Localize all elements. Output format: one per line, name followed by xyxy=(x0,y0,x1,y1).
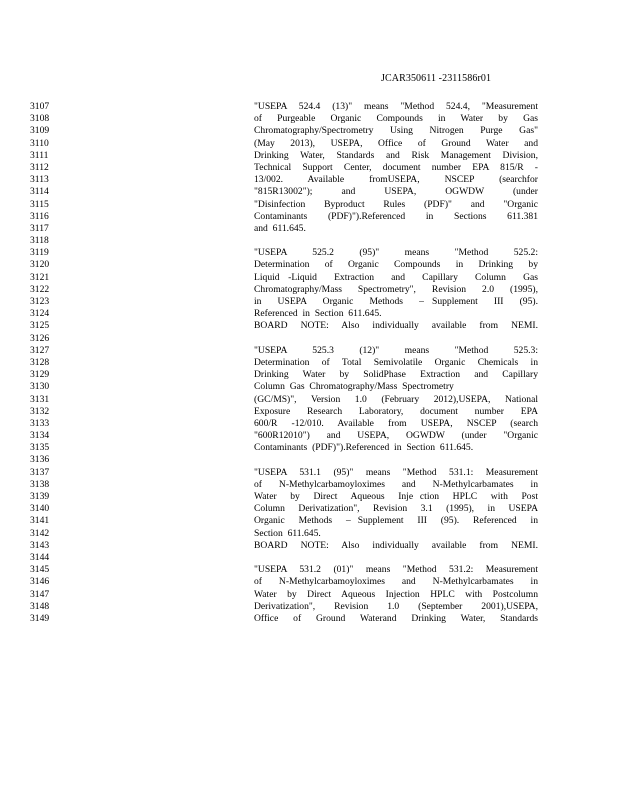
document-body xyxy=(254,101,538,625)
line-number: 3137 xyxy=(30,466,50,478)
text-line: Organic Methods – Supplement III (95). Referenced in xyxy=(254,515,538,527)
text-line: Contaminants (PDF)").Referenced in Section 611.645. xyxy=(254,442,474,454)
text-line: "USEPA 531.1 (95)" means "Method 531.1: Measurement xyxy=(254,466,538,478)
text-line: Column Derivatization", Revision 3.1 (1995), in USEPA xyxy=(254,503,538,515)
text-line: Section 611.645. xyxy=(254,527,321,539)
line-number: 3111 xyxy=(30,149,49,161)
board-note: BOARD NOTE: Also individually available from NEMI. xyxy=(254,539,538,551)
line-number: 3130 xyxy=(30,381,50,393)
text-line: "USEPA 524.4 (13)" means "Method 524.4, "Measurement xyxy=(254,101,538,112)
line-number: 3139 xyxy=(30,491,50,502)
text-line: Technical Support Center, document number EPA 815/R - xyxy=(254,161,538,173)
text-line: Chromatography/Mass Spectrometry", Revision 2.0 (1995), xyxy=(254,283,538,295)
text-line: Drinking Water by SolidPhase Extraction and Capillary xyxy=(254,369,538,381)
line-number: 3146 xyxy=(30,576,50,588)
text-line: Office of Ground Waterand Drinking Water, Standards xyxy=(254,612,538,624)
text-line: Chromatography/Spectrometry Using Nitrogen Purge Gas" xyxy=(254,125,538,137)
line-number: 3149 xyxy=(30,612,50,624)
text-line: Determination of Total Semivolatile Organic Chemicals in xyxy=(254,356,538,368)
text-line: Drinking Water, Standards and Risk Management Division, xyxy=(254,149,538,161)
line-number: 3135 xyxy=(30,442,50,454)
line-number: 3126 xyxy=(30,332,50,344)
line-number-gutter xyxy=(30,101,70,625)
line-number: 3147 xyxy=(30,588,50,600)
text-line: Water by Direct Aqueous Injection HPLC with Postcolumn xyxy=(254,588,538,600)
board-note: BOARD NOTE: Also individually available from NEMI. xyxy=(254,320,538,332)
line-number: 3143 xyxy=(30,539,50,551)
text-line: "USEPA 531.2 (01)" means "Method 531.2: Measurement xyxy=(254,564,538,576)
line-number: 3131 xyxy=(30,393,50,405)
line-number: 3107 xyxy=(30,101,50,112)
line-number: 3124 xyxy=(30,308,50,320)
line-number: 3117 xyxy=(30,222,49,234)
text-line: of Purgeable Organic Compounds in Water by Gas xyxy=(254,113,538,125)
line-number: 3122 xyxy=(30,283,50,295)
line-number: 3136 xyxy=(30,454,50,466)
text-line: Exposure Research Laboratory, document number EPA xyxy=(254,405,538,417)
text-line: "600R12010") and USEPA, OGWDW (under "Organic xyxy=(254,430,538,442)
line-number: 3109 xyxy=(30,125,50,137)
line-number: 3121 xyxy=(30,271,50,283)
line-number: 3115 xyxy=(30,198,49,210)
line-number: 3116 xyxy=(30,210,49,222)
text-line: "Disinfection Byproduct Rules (PDF)" and "Organic xyxy=(254,198,538,210)
line-number: 3108 xyxy=(30,113,50,125)
blank-line xyxy=(254,333,538,345)
line-number: 3125 xyxy=(30,320,50,332)
line-number: 3145 xyxy=(30,564,50,576)
line-number: 3118 xyxy=(30,235,49,247)
line-number: 3148 xyxy=(30,600,50,612)
text-line: "815R13002"); and USEPA, OGWDW (under xyxy=(254,186,538,198)
line-number: 3140 xyxy=(30,503,50,515)
line-number: 3110 xyxy=(30,137,49,149)
text-line: Derivatization", Revision 1.0 (September 2001),USEPA, xyxy=(254,600,538,612)
text-line: Water by Direct Aqueous Inje ction HPLC with Post xyxy=(254,491,538,502)
line-number: 3129 xyxy=(30,369,50,381)
text-line: 13/002. Available fromUSEPA, NSCEP (searchfor xyxy=(254,174,538,186)
line-number: 3113 xyxy=(30,174,49,186)
text-line: 600/R -12/010. Available from USEPA, NSCEP (search xyxy=(254,417,538,429)
line-number: 3141 xyxy=(30,515,50,527)
document-header-id: JCAR350611 -2311586r01 xyxy=(381,73,492,84)
text-line: Liquid -Liquid Extraction and Capillary Column Gas xyxy=(254,271,538,283)
text-line: "USEPA 525.2 (95)" means "Method 525.2: xyxy=(254,247,538,259)
text-line: "USEPA 525.3 (12)" means "Method 525.3: xyxy=(254,344,538,356)
line-number: 3132 xyxy=(30,405,50,417)
line-number: 3128 xyxy=(30,356,50,368)
line-number: 3120 xyxy=(30,259,50,271)
text-line: Column Gas Chromatography/Mass Spectrometry xyxy=(254,381,454,393)
text-line: in USEPA Organic Methods – Supplement III (95). xyxy=(254,296,538,307)
blank-line xyxy=(254,235,538,247)
text-line: of N-Methylcarbamoyloximes and N-Methylcarbamates in xyxy=(254,478,538,490)
line-number: 3144 xyxy=(30,551,50,563)
text-line: Contaminants (PDF)").Referenced in Sections 611.381 xyxy=(254,210,538,222)
text-line: (GC/MS)", Version 1.0 (February 2012),USEPA, National xyxy=(254,393,538,405)
blank-line xyxy=(254,454,538,466)
line-number: 3127 xyxy=(30,344,50,356)
text-line: Determination of Organic Compounds in Drinking by xyxy=(254,259,538,271)
line-number: 3134 xyxy=(30,430,50,442)
blank-line xyxy=(254,552,538,564)
text-line: Referenced in Section 611.645. xyxy=(254,308,382,320)
line-number: 3123 xyxy=(30,296,50,307)
text-line: and 611.645. xyxy=(254,222,306,234)
text-line: of N-Methylcarbamoyloximes and N-Methylcarbamates in xyxy=(254,576,538,588)
line-number: 3112 xyxy=(30,161,49,173)
line-number: 3133 xyxy=(30,417,50,429)
text-line: (May 2013), USEPA, Office of Ground Water and xyxy=(254,137,538,149)
line-number: 3119 xyxy=(30,247,49,259)
line-number: 3142 xyxy=(30,527,50,539)
line-number: 3138 xyxy=(30,478,50,490)
line-number: 3114 xyxy=(30,186,49,198)
